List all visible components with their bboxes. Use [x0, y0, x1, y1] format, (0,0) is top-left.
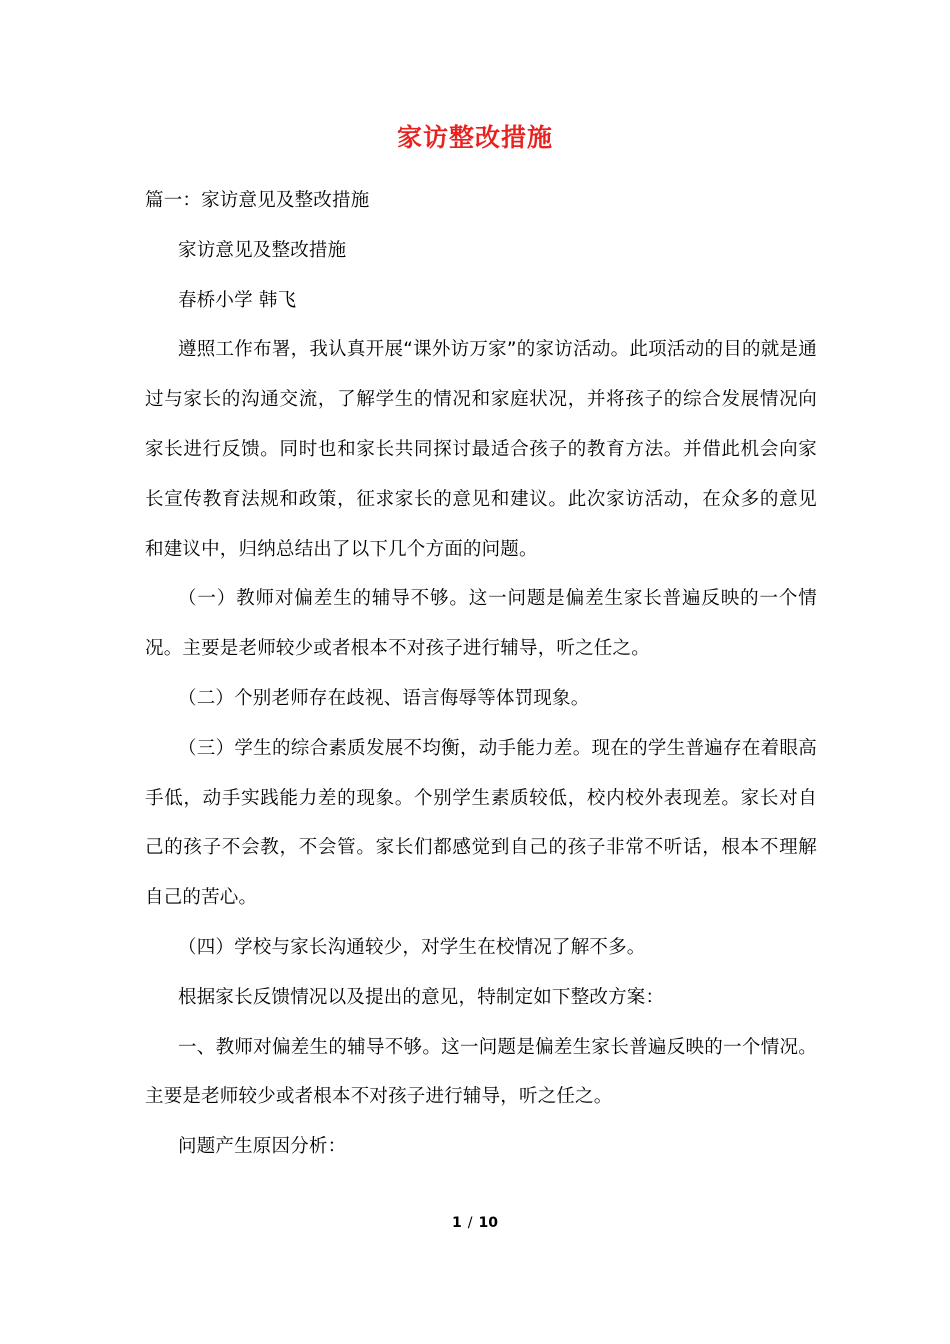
- paragraph: 根据家长反馈情况以及提出的意见，特制定如下整改方案：: [178, 986, 665, 1008]
- paragraph: （一）教师对偏差生的辅导不够。这一问题是偏差生家长普遍反映的一个情况。主要是老师较少或者根本不对孩子进行辅导，听之任之。: [145, 588, 817, 660]
- paragraph: （二）个别老师存在歧视、语言侮辱等体罚现象。: [178, 687, 590, 709]
- current-page: 1: [452, 1215, 462, 1231]
- paragraph: （三）学生的综合素质发展不均衡，动手能力差。现在的学生普遍存在着眼高手低，动手实践能力差的现象。个别学生素质较低，校内校外表现差。家长对自己的孩子不会教，不会管。家长们都感觉到自己的孩子非常不听话，根本不理解自己的苦心。: [145, 737, 817, 909]
- document-body: [145, 176, 817, 1172]
- paragraph: （四）学校与家长沟通较少，对学生在校情况了解不多。: [178, 936, 646, 958]
- document-title: 家访整改措施: [396, 123, 553, 152]
- page-separator: /: [467, 1215, 473, 1231]
- author-line: 春桥小学 韩飞: [178, 289, 297, 311]
- total-pages: 10: [478, 1215, 498, 1231]
- subtitle: 家访意见及整改措施: [178, 239, 347, 261]
- paragraph: 一、教师对偏差生的辅导不够。这一问题是偏差生家长普遍反映的一个情况。主要是老师较少或者根本不对孩子进行辅导，听之任之。: [145, 1036, 817, 1108]
- section-heading: 篇一：家访意见及整改措施: [145, 190, 370, 211]
- paragraph: 问题产生原因分析：: [178, 1136, 347, 1158]
- page-number: [0, 1211, 950, 1235]
- paragraph: 遵照工作布署，我认真开展“课外访万家”的家访活动。此项活动的目的就是通过与家长的沟通交流，了解学生的情况和家庭状况，并将孩子的综合发展情况向家长进行反馈。同时也和家长共同探讨最适合孩子的教育方法。并借此机会向家长宣传教育法规和政策，征求家长的意见和建议。此次家访活动，在众多的意见和建议中，归纳总结出了以下几个方面的问题。: [145, 339, 817, 560]
